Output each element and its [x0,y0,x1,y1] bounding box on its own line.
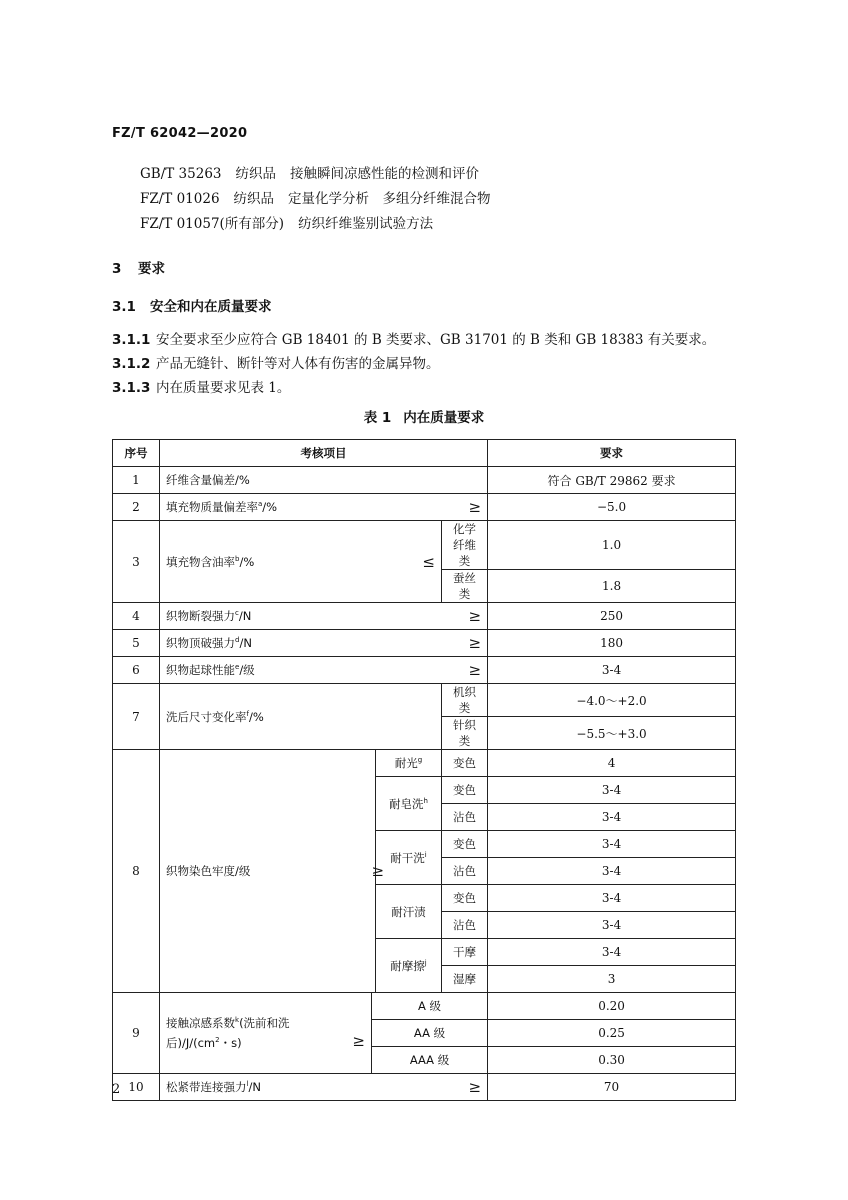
reference-name: 纺织品 [233,191,275,207]
table-header-row [113,440,736,467]
row-number: 4 [113,603,160,630]
row-sub-item: 沾色 [442,912,488,939]
row-item: 接触凉感系数$^k$(洗前和洗 后)$/J/(cm^2$・s) [160,993,330,1074]
ge-symbol: ≥ [458,630,488,657]
ge-symbol: ≥ [458,603,488,630]
row-value: 70 [488,1074,736,1101]
row-item: 织物起球性能$^e$/级 [160,657,458,684]
clause-number: 3.1.1 [112,332,151,348]
page-number: 2 [112,1082,121,1097]
row-value: 3-4 [488,657,736,684]
header-requirement: 要求 [488,440,736,467]
row-value: 4 [488,750,736,777]
ge-symbol: ≥ [458,494,488,521]
row-sub-item: 沾色 [442,804,488,831]
row-sub-item: 变色 [442,885,488,912]
table-row [113,750,736,777]
row-value: 0.20 [488,993,736,1020]
le-symbol: ≤ [372,521,442,603]
reference-item [140,212,447,232]
header-no: 序号 [113,440,160,467]
fastness-group: 耐干洗$^i$ [376,831,442,885]
standard-id-header: FZ/T 62042—2020 [112,126,248,141]
row-sub-item: 变色 [442,750,488,777]
table-row [113,993,736,1020]
row-value: 3-4 [488,858,736,885]
row-value: 0.30 [488,1047,736,1074]
row-value: 1.8 [488,570,736,603]
ge-symbol: ≥ [458,1074,488,1101]
row-value: 3 [488,966,736,993]
table-row [113,1074,736,1101]
clause-3-1-3 [112,376,290,396]
row-value: 3-4 [488,831,736,858]
fastness-group: 耐皂洗$^h$ [376,777,442,831]
reference-code: FZ/T 01026 [140,191,220,207]
section-title: 安全和内在质量要求 [150,299,272,315]
fastness-group: 耐光$^g$ [376,750,442,777]
clause-number: 3.1.3 [112,380,151,396]
row-number: 9 [113,993,160,1074]
row-item: 洗后尺寸变化率$^f$/% [160,684,442,750]
clause-text: 产品无缝针、断针等对人体有伤害的金属异物。 [156,356,440,372]
row-value: 3-4 [488,885,736,912]
row-sub-item: 针织类 [442,717,488,750]
clause-text: 安全要求至少应符合 GB 18401 的 B 类要求、GB 31701 的 B 类和 GB 18383 有关要求。 [156,332,716,348]
row-sub-item: 干摩 [442,939,488,966]
row-value: 3-4 [488,804,736,831]
section-3-1-heading [112,295,272,315]
table-row [113,494,736,521]
row-value: −5.0 [488,494,736,521]
row-item: 织物断裂强力$^c$/N [160,603,458,630]
row-number: 3 [113,521,160,603]
section-number: 3.1 [112,299,136,315]
row-number: 8 [113,750,160,993]
row-value: 250 [488,603,736,630]
row-sub-item: A 级 [372,993,488,1020]
table-caption [0,406,848,426]
row-number: 10 [113,1074,160,1101]
row-value: −5.5～+3.0 [488,717,736,750]
row-item: 松紧带连接强力$^l$/N [160,1074,458,1101]
table-row [113,630,736,657]
reference-title: 接触瞬间凉感性能的检测和评价 [290,166,479,182]
row-value: 180 [488,630,736,657]
section-3-heading [112,257,165,277]
reference-code: FZ/T 01057(所有部分) [140,216,285,232]
fastness-group: 耐汗渍 [376,885,442,939]
row-sub-item: 蚕丝类 [442,570,488,603]
fastness-group: 耐摩擦$^j$ [376,939,442,993]
row-number: 2 [113,494,160,521]
row-item: 填充物质量偏差率$^a$/% [160,494,458,521]
row-value: 符合 GB/T 29862 要求 [488,467,736,494]
row-item: 纤维含量偏差/% [160,467,488,494]
reference-item [140,187,491,207]
row-value: 3-4 [488,939,736,966]
row-sub-item: 湿摩 [442,966,488,993]
row-number: 1 [113,467,160,494]
section-title: 要求 [138,261,165,277]
table-row [113,657,736,684]
clause-3-1-1 [112,328,715,348]
section-number: 3 [112,261,122,277]
clause-number: 3.1.2 [112,356,151,372]
row-sub-item: 变色 [442,831,488,858]
ge-symbol: ≥ [330,993,372,1074]
clause-text: 内在质量要求见表 1。 [156,380,291,396]
reference-code: GB/T 35263 [140,166,222,182]
table-caption-number: 表 1 [363,410,392,426]
row-sub-item: 机织类 [442,684,488,717]
row-value: 0.25 [488,1020,736,1047]
row-item: 织物染色牢度/级 [160,750,372,993]
row-number: 7 [113,684,160,750]
header-item: 考核项目 [160,440,488,467]
row-sub-item: AAA 级 [372,1047,488,1074]
row-value: 3-4 [488,912,736,939]
row-value: 3-4 [488,777,736,804]
row-item: 织物顶破强力$^d$/N [160,630,458,657]
row-value: −4.0～+2.0 [488,684,736,717]
table-row [113,467,736,494]
row-sub-item: 沾色 [442,858,488,885]
reference-title: 定量化学分析 多组分纤维混合物 [288,191,491,207]
row-number: 6 [113,657,160,684]
table-row [113,603,736,630]
row-sub-item: 变色 [442,777,488,804]
ge-symbol: ≥ [458,657,488,684]
reference-item [140,162,479,182]
reference-name: 纺织纤维鉴别试验方法 [298,216,434,232]
row-sub-item: AA 级 [372,1020,488,1047]
ge-symbol: ≥ [372,750,376,993]
row-value: 1.0 [488,521,736,570]
reference-name: 纺织品 [235,166,276,182]
clause-3-1-2 [112,352,440,372]
row-item: 填充物含油率$^b$/% [160,521,372,603]
table-caption-title: 内在质量要求 [403,410,485,426]
row-sub-item: 化学纤维类 [442,521,488,570]
row-number: 5 [113,630,160,657]
quality-requirements-table [112,439,736,1101]
table-row [113,684,736,717]
table-row [113,521,736,570]
